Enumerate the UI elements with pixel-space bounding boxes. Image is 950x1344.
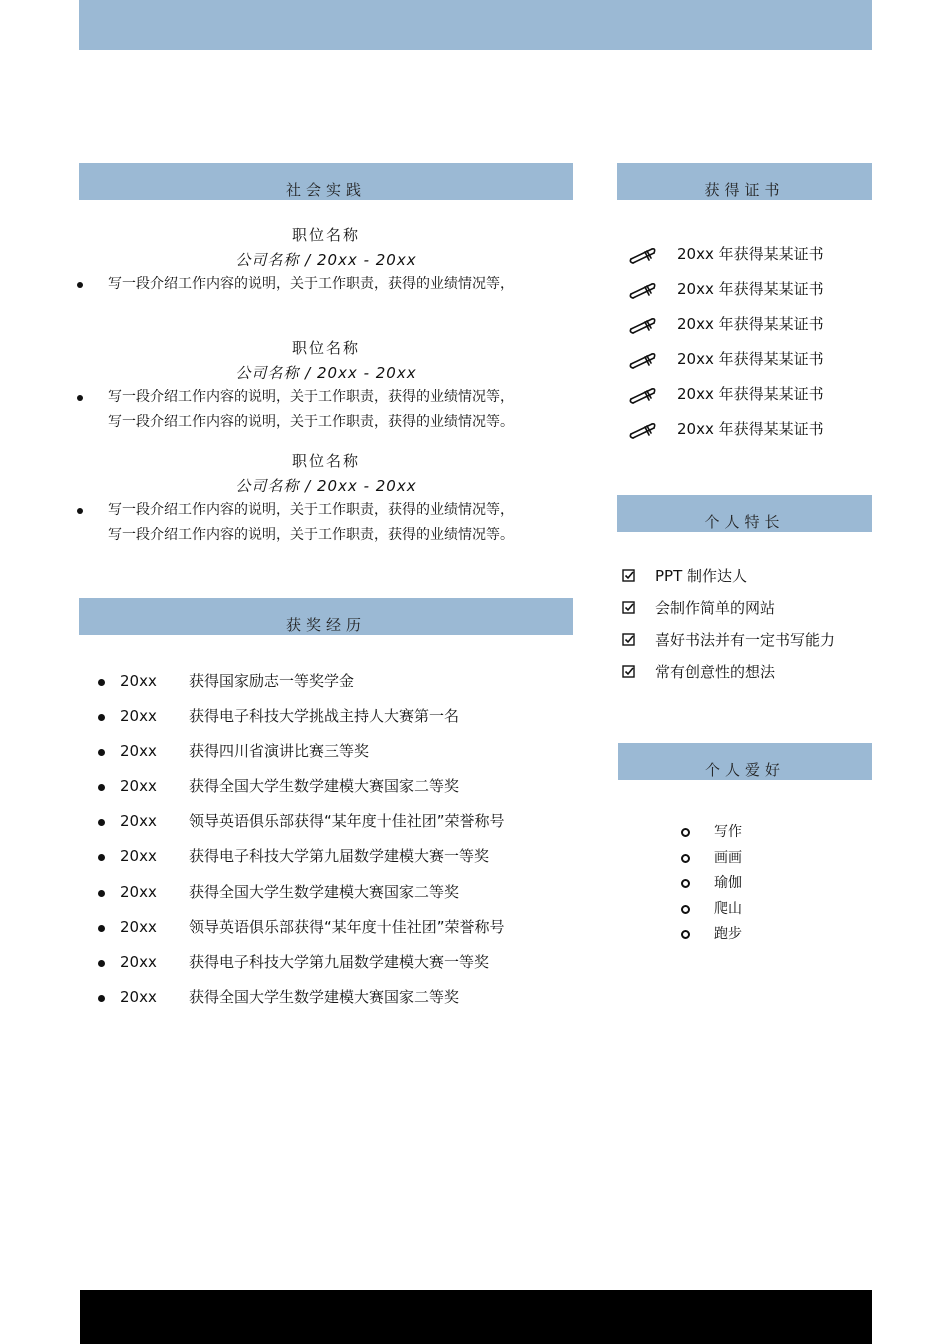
section-title-hobbies: 个人爱好 (704, 761, 785, 779)
skill-list (621, 560, 871, 688)
certificate-item (628, 412, 868, 447)
job-description-line: 写一段介绍工作内容的说明，关于工作职责，获得的业绩情况等。 (108, 414, 514, 430)
award-text: 获得国家励志一等奖学金 (189, 672, 355, 690)
diploma-scroll-icon (628, 313, 658, 335)
hobby-list (680, 820, 840, 948)
dot-bullet-icon (98, 819, 105, 826)
hobby-item (680, 846, 840, 872)
job-description-line: 写一段介绍工作内容的说明，关于工作职责，获得的业绩情况等。 (108, 527, 514, 543)
skill-text: PPT 制作达人 (655, 567, 748, 585)
checkbox-checked-icon (622, 601, 636, 615)
ring-bullet-icon (681, 930, 690, 939)
section-header-hobbies (618, 743, 872, 780)
dot-bullet-icon (77, 282, 83, 288)
job-entry (79, 450, 573, 548)
award-item (98, 945, 578, 980)
certificate-text: 20xx 年获得某某证书 (677, 245, 824, 263)
certificate-list (628, 237, 868, 448)
certificate-item (628, 377, 868, 412)
certificate-item (628, 307, 868, 342)
hobby-item (680, 922, 840, 948)
certificate-item (628, 272, 868, 307)
ring-bullet-icon (681, 905, 690, 914)
skill-text: 常有创意性的想法 (655, 663, 776, 681)
award-item (98, 875, 578, 910)
award-item (98, 804, 578, 839)
award-item (98, 734, 578, 769)
award-text: 领导英语俱乐部获得“某年度十佳社团”荣誉称号 (189, 812, 505, 831)
certificate-item (628, 342, 868, 377)
award-year: 20xx (120, 812, 157, 831)
award-year: 20xx (120, 987, 157, 1006)
award-year: 20xx (120, 742, 157, 761)
diploma-scroll-icon (628, 348, 658, 370)
award-text: 获得全国大学生数学建模大赛国家二等奖 (189, 882, 460, 901)
ring-bullet-icon (681, 854, 690, 863)
job-company: 公司名称 / 20xx - 20xx (235, 251, 417, 269)
dot-bullet-icon (98, 960, 105, 967)
award-year: 20xx (120, 777, 157, 796)
job-description (79, 385, 573, 435)
checkbox-checked-icon (622, 665, 636, 679)
section-title-social-practice: 社会实践 (285, 181, 366, 199)
diploma-scroll-icon (628, 383, 658, 405)
award-text: 获得电子科技大学挑战主持人大赛第一名 (189, 707, 460, 726)
job-description-line: 写一段介绍工作内容的说明，关于工作职责，获得的业绩情况等， (108, 276, 514, 292)
award-text: 获得四川省演讲比赛三等奖 (189, 742, 370, 761)
skill-text: 喜好书法并有一定书写能力 (655, 631, 836, 649)
award-text: 获得全国大学生数学建模大赛国家二等奖 (189, 987, 460, 1006)
award-item (98, 980, 578, 1015)
award-item (98, 910, 578, 945)
checkbox-checked-icon (622, 633, 636, 647)
hobby-text: 跑步 (714, 926, 742, 943)
certificate-text: 20xx 年获得某某证书 (677, 420, 824, 439)
hobby-text: 写作 (714, 824, 742, 840)
section-header-awards (79, 598, 573, 635)
dot-bullet-icon (98, 749, 105, 756)
diploma-scroll-icon (628, 418, 658, 440)
dot-bullet-icon (98, 714, 105, 721)
skill-text: 会制作简单的网站 (655, 599, 776, 617)
hobby-text: 画画 (714, 849, 742, 866)
job-entry (79, 337, 573, 435)
certificate-item (628, 237, 868, 272)
award-year: 20xx (120, 707, 157, 726)
dot-bullet-icon (77, 508, 83, 514)
award-text: 获得全国大学生数学建模大赛国家二等奖 (189, 777, 460, 796)
award-year: 20xx (120, 882, 157, 901)
dot-bullet-icon (98, 854, 105, 861)
hobby-item (680, 897, 840, 923)
award-year: 20xx (120, 952, 157, 971)
job-title: 职位名称 (291, 226, 360, 244)
ring-bullet-icon (681, 879, 690, 888)
job-description (79, 272, 573, 297)
section-header-certificates (617, 163, 872, 200)
award-text: 获得电子科技大学第九届数学建模大赛一等奖 (189, 847, 490, 866)
section-title-skills: 个人特长 (704, 513, 785, 531)
dot-bullet-icon (98, 784, 105, 791)
certificate-text: 20xx 年获得某某证书 (677, 315, 824, 334)
footer-band (80, 1290, 872, 1344)
award-year: 20xx (120, 672, 157, 690)
award-item (98, 769, 578, 804)
job-description-line: 写一段介绍工作内容的说明，关于工作职责，获得的业绩情况等， (108, 389, 514, 405)
award-item (98, 699, 578, 734)
section-title-certificates: 获得证书 (704, 181, 785, 199)
ring-bullet-icon (681, 828, 690, 837)
section-title-awards: 获奖经历 (285, 616, 366, 634)
section-header-social-practice (79, 163, 573, 200)
award-year: 20xx (120, 847, 157, 866)
dot-bullet-icon (77, 395, 83, 401)
header-band (79, 0, 872, 50)
diploma-scroll-icon (628, 243, 658, 265)
job-title: 职位名称 (291, 339, 360, 357)
diploma-scroll-icon (628, 278, 658, 300)
hobby-text: 瑜伽 (714, 875, 742, 892)
certificate-text: 20xx 年获得某某证书 (677, 280, 824, 299)
award-list (98, 664, 578, 1015)
award-text: 领导英语俱乐部获得“某年度十佳社团”荣誉称号 (189, 917, 505, 936)
job-description (79, 498, 573, 548)
dot-bullet-icon (98, 995, 105, 1002)
certificate-text: 20xx 年获得某某证书 (677, 350, 824, 369)
dot-bullet-icon (98, 925, 105, 932)
hobby-text: 爬山 (714, 900, 742, 917)
skill-item (621, 656, 871, 688)
skill-item (621, 624, 871, 656)
dot-bullet-icon (98, 890, 105, 897)
skill-item (621, 560, 871, 592)
job-company: 公司名称 / 20xx - 20xx (235, 477, 417, 495)
skill-item (621, 592, 871, 624)
job-company: 公司名称 / 20xx - 20xx (235, 364, 417, 382)
hobby-item (680, 820, 840, 846)
award-item (98, 664, 578, 699)
award-text: 获得电子科技大学第九届数学建模大赛一等奖 (189, 952, 490, 971)
section-header-skills (617, 495, 872, 532)
award-item (98, 839, 578, 874)
certificate-text: 20xx 年获得某某证书 (677, 385, 824, 404)
job-title: 职位名称 (291, 452, 360, 470)
hobby-item (680, 871, 840, 897)
award-year: 20xx (120, 917, 157, 936)
job-entry (79, 224, 573, 297)
job-description-line: 写一段介绍工作内容的说明，关于工作职责，获得的业绩情况等， (108, 502, 514, 518)
checkbox-checked-icon (622, 569, 636, 583)
dot-bullet-icon (98, 679, 105, 686)
